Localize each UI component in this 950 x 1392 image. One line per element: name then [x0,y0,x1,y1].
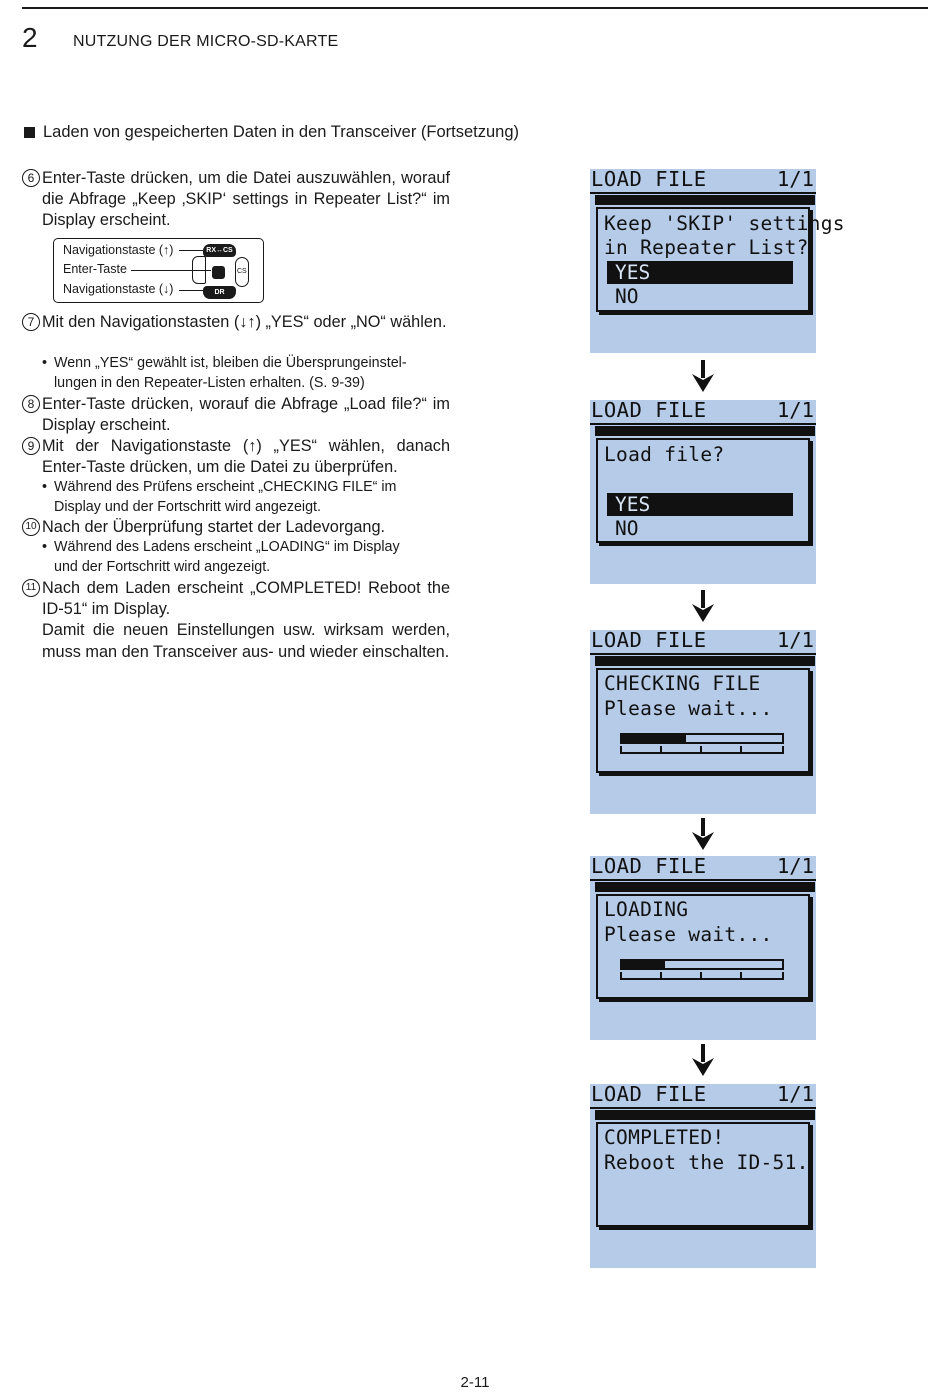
page-number: 2-11 [460,1374,490,1391]
dialog-line: LOADING [604,898,689,921]
screen-page: 1/1 [776,628,814,652]
lcd-screen-completed [590,1084,816,1268]
section-heading [24,122,519,142]
square-bullet-icon [24,127,35,138]
dialog-line: Load file? [604,443,725,466]
option-no[interactable]: NO [615,517,639,540]
dialog-box [596,894,810,999]
dialog-line: Reboot the ID-51. [604,1151,809,1174]
dialog-line: in Repeater List? [604,236,809,259]
step-text: Mit den Navigationstasten (↓↑) „YES“ oder „NO“ wählen. [42,313,447,331]
down-arrow-icon [692,590,714,622]
step-number: 9 [22,437,40,455]
dialog-box [596,1122,810,1227]
bullet-note: • Wenn „YES“ gewählt ist, bleiben die Übersprungeinstel- lungen in den Repeater-Listen erhalten. (S. 9-39) [42,355,407,391]
down-arrow-icon [692,1044,714,1076]
step-text: Mit der Navigationstaste (↑) „YES“ wählen, danach Enter-Taste drücken, um die Datei zu überprüfen. [42,437,450,477]
key-diagram: Navigationstaste (↑) Enter-Taste Navigationstaste (↓) RX↔CS CS DR [53,238,264,303]
progress-fill [622,961,665,968]
option-yes[interactable]: YES [607,493,793,516]
step-10 [22,517,450,538]
enter-key-label: Enter-Taste [63,262,127,276]
screen-page: 1/1 [776,398,814,422]
header-rule [22,7,928,9]
screen-page: 1/1 [776,854,814,878]
screen-title: LOAD FILE [591,1082,707,1106]
lcd-screen-loading [590,856,816,1040]
bullet-note: • Während des Ladens erscheint „LOADING“ im Display und der Fortschritt wird angezeigt. [42,539,400,575]
nav-down-label: Navigationstaste (↓) [63,282,174,296]
nav-up-label: Navigationstaste (↑) [63,243,174,257]
screen-page: 1/1 [776,1082,814,1106]
section-title: Laden von gespeicherten Daten in den Transceiver (Fortsetzung) [43,123,520,141]
progress-fill [622,735,686,742]
screen-page: 1/1 [776,167,814,191]
lcd-screen-checking [590,630,816,814]
step-11 [22,578,450,663]
dialog-line: Please wait... [604,697,773,720]
step-8 [22,394,450,436]
down-arrow-icon [692,818,714,850]
chapter-number: 2 [22,22,38,53]
step-text: Enter-Taste drücken, um die Datei auszuwählen, worauf die Abfrage „Keep ‚SKIP‘ settings in Repeater List?“ im Display erscheint. [42,169,450,230]
dialog-line: Please wait... [604,923,773,946]
dialog-line: Keep 'SKIP' settings [604,212,845,235]
dialog-line: COMPLETED! [604,1126,725,1149]
down-arrow-icon [692,360,714,392]
step-9 [22,436,450,478]
dr-key-icon: DR [203,286,236,299]
dialog-box [596,438,810,543]
step-number: 11 [22,579,40,597]
progress-scale [620,746,784,754]
chapter-title: NUTZUNG DER MICRO-SD-KARTE [73,33,339,50]
step-number: 10 [22,518,40,536]
dialog-box [596,668,810,773]
screen-title: LOAD FILE [591,398,707,422]
left-key-icon [192,256,206,284]
step-text: Enter-Taste drücken, worauf die Abfrage „Load file?“ im Display erscheint. [42,395,450,435]
option-no[interactable]: NO [615,285,639,308]
bullet-note: • Während des Prüfens erscheint „CHECKING FILE“ im Display und der Fortschritt wird angezeigt. [42,479,397,515]
step-extra-text: Damit die neuen Einstellungen usw. wirksam werden, muss man den Transceiver aus- und wieder einschalten. [42,621,450,661]
screen-title: LOAD FILE [591,854,707,878]
lcd-screen-keep-skip [590,167,845,353]
lcd-screen-load-file [590,400,816,584]
screen-title: LOAD FILE [591,628,707,652]
progress-bar [620,959,784,970]
progress-scale [620,972,784,980]
step-number: 7 [22,313,40,331]
dialog-line: CHECKING FILE [604,672,761,695]
step-6 [22,168,450,232]
dialog-box [596,207,845,312]
progress-bar [620,733,784,744]
step-text: Nach der Überprüfung startet der Ladevorgang. [42,518,386,536]
enter-key-icon [212,266,225,279]
rx-cs-key-icon: RX↔CS [203,244,236,257]
option-yes[interactable]: YES [607,261,793,284]
step-7 [22,312,450,333]
step-number: 8 [22,395,40,413]
screen-title: LOAD FILE [591,167,707,191]
step-text: Nach dem Laden erscheint „COMPLETED! Reboot the ID-51“ im Display. [42,579,450,619]
step-number: 6 [22,169,40,187]
